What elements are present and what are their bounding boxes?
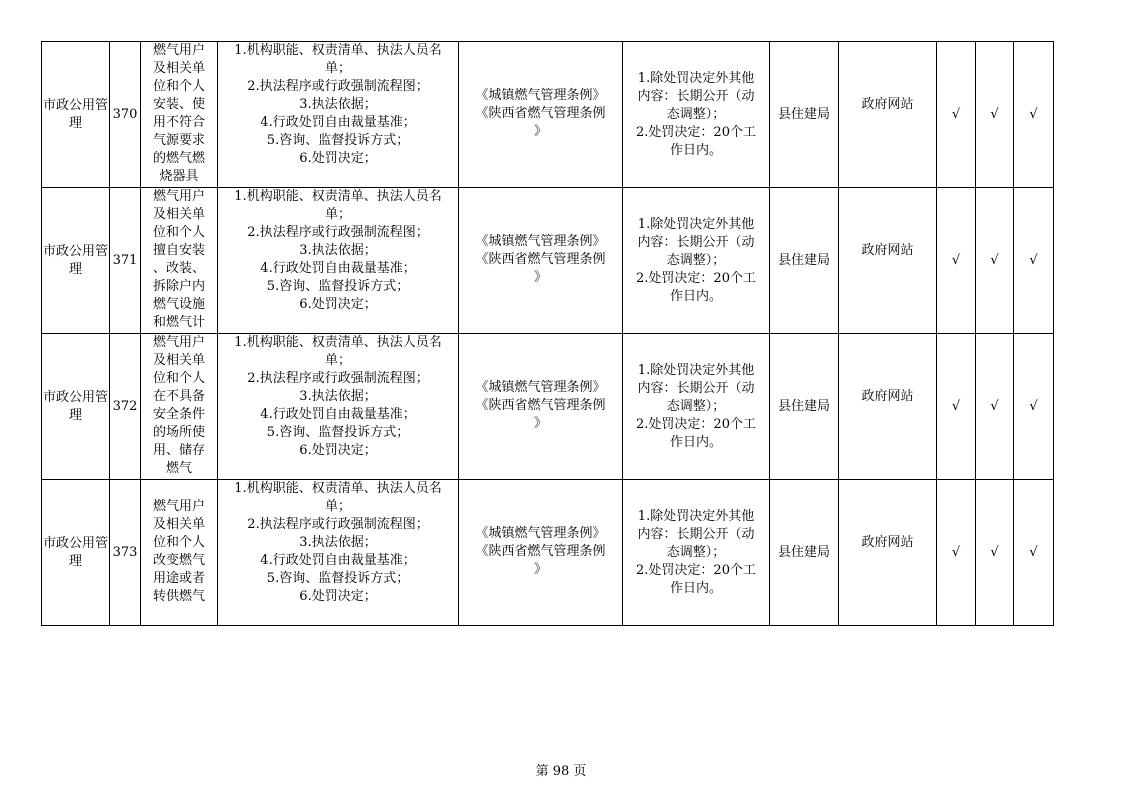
row-number-cell: 372: [110, 334, 141, 480]
table-body: [42, 42, 1054, 626]
disclosure-time-cell: [623, 334, 770, 480]
text-line: 燃气: [165, 461, 192, 476]
text-line: 烧器具: [159, 169, 199, 184]
row-number-cell: 371: [110, 188, 141, 334]
text-line: 改变燃气: [152, 553, 205, 568]
text-line: 《城镇燃气管理条例》: [475, 380, 606, 395]
text-line: 用、储存: [152, 443, 205, 458]
legal-basis-cell: [459, 188, 623, 334]
text-line: 内容：长期公开（动: [637, 380, 755, 396]
text-line: 位和个人: [152, 535, 205, 550]
text-line: 2.处罚决定：20个工: [636, 416, 756, 432]
text-line: 作日内。: [669, 142, 722, 158]
text-line: 1.除处罚决定外其他: [637, 70, 755, 86]
text-line: 1.机构职能、权责清单、执法人员名: [234, 335, 442, 350]
text-line: 、改装、: [152, 261, 205, 276]
item-cell: [141, 42, 218, 188]
disclosure-time-cell: [623, 42, 770, 188]
department-cell: 县住建局: [770, 334, 839, 480]
text-line: 内容：长期公开（动: [637, 526, 755, 542]
text-line: 单；: [324, 207, 351, 222]
spacer: [459, 334, 622, 379]
channel-cell: 政府网站: [839, 188, 937, 334]
text-line: 在不具备: [152, 389, 205, 404]
row-number-cell: 373: [110, 480, 141, 626]
table-row: [42, 42, 1054, 188]
legal-basis-cell: [459, 334, 623, 480]
text-line: 》: [533, 124, 547, 139]
text-line: 作日内。: [669, 434, 722, 450]
check-mark-cell: √: [1014, 480, 1054, 626]
text-line: 6.处罚决定；: [299, 589, 377, 604]
row-number-cell: 370: [110, 42, 141, 188]
text-line: 3.执法依据；: [299, 97, 377, 112]
text-line: 用途或者: [152, 571, 205, 586]
text-line: 5.咨询、监督投诉方式；: [266, 279, 410, 294]
text-line: 2.执法程序或行政强制流程图；: [247, 371, 429, 386]
text-line: 单；: [324, 61, 351, 76]
text-line: 燃气设施: [152, 297, 205, 312]
spacer: [459, 42, 622, 87]
item-cell: [141, 480, 218, 626]
text-line: 擅自安装: [152, 243, 205, 258]
channel-cell: 政府网站: [839, 42, 937, 188]
disclosure-content-cell: [218, 334, 459, 480]
text-line: 态调整）；: [666, 544, 726, 560]
text-line: 安全条件: [152, 407, 205, 422]
text-line: 3.执法依据；: [299, 243, 377, 258]
text-line: 《陕西省燃气管理条例: [475, 398, 606, 413]
text-line: 《城镇燃气管理条例》: [475, 526, 606, 541]
text-line: 单；: [324, 353, 351, 368]
text-line: 2.处罚决定：20个工: [636, 562, 756, 578]
text-line: 4.行政处罚自由裁量基准；: [260, 407, 416, 422]
legal-basis-cell: [459, 480, 623, 626]
category-cell: 市政公用管理: [42, 480, 110, 626]
text-line: 《城镇燃气管理条例》: [475, 88, 606, 103]
text-line: 4.行政处罚自由裁量基准；: [260, 115, 416, 130]
item-cell: [141, 334, 218, 480]
text-line: 5.咨询、监督投诉方式；: [266, 133, 410, 148]
text-line: 1.机构职能、权责清单、执法人员名: [234, 189, 442, 204]
spacer: [141, 480, 217, 498]
text-line: 》: [533, 562, 547, 577]
text-line: 转供燃气: [152, 589, 205, 604]
disclosure-content-cell: [218, 480, 459, 626]
text-line: 《陕西省燃气管理条例: [475, 252, 606, 267]
text-line: 5.咨询、监督投诉方式；: [266, 425, 410, 440]
text-line: 2.执法程序或行政强制流程图；: [247, 79, 429, 94]
table-row: [42, 334, 1054, 480]
text-line: 作日内。: [669, 288, 722, 304]
text-line: 燃气用户: [152, 335, 205, 350]
text-line: 1.除处罚决定外其他: [637, 216, 755, 232]
category-cell: 市政公用管理: [42, 188, 110, 334]
text-line: 位和个人: [152, 79, 205, 94]
text-line: 气源要求: [152, 133, 205, 148]
check-mark-cell: √: [937, 334, 976, 480]
check-mark-cell: √: [1014, 188, 1054, 334]
item-text: [141, 188, 217, 333]
text-line: 5.咨询、监督投诉方式；: [266, 571, 410, 586]
check-mark-cell: √: [937, 42, 976, 188]
text-line: 燃气用户: [152, 189, 205, 204]
text-line: 3.执法依据；: [299, 535, 377, 550]
text-line: 内容：长期公开（动: [637, 88, 755, 104]
text-line: 及相关单: [152, 517, 205, 532]
text-line: 内容：长期公开（动: [637, 234, 755, 250]
text-line: 安装、使: [152, 97, 205, 112]
text-line: 位和个人: [152, 225, 205, 240]
spacer: [459, 480, 622, 525]
text-line: 3.执法依据；: [299, 389, 377, 404]
text-line: 态调整）；: [666, 252, 726, 268]
department-cell: 县住建局: [770, 42, 839, 188]
text-line: 和燃气计: [152, 315, 205, 330]
text-line: 用不符合: [152, 115, 205, 130]
text-line: 》: [533, 416, 547, 431]
disclosure-content-cell: [218, 42, 459, 188]
text-line: 1.机构职能、权责清单、执法人员名: [234, 43, 442, 58]
text-line: 及相关单: [152, 353, 205, 368]
text-line: 《陕西省燃气管理条例: [475, 106, 606, 121]
text-line: 燃气用户: [152, 499, 205, 514]
table-row: [42, 480, 1054, 626]
page-number: 第 98 页: [535, 764, 587, 779]
channel-cell: 政府网站: [839, 480, 937, 626]
item-text: [141, 42, 217, 187]
disclosure-table: [41, 41, 1054, 626]
check-mark-cell: √: [937, 188, 976, 334]
text-line: 的场所使: [152, 425, 205, 440]
item-cell: [141, 188, 218, 334]
text-line: 》: [533, 270, 547, 285]
disclosure-time-cell: [623, 188, 770, 334]
text-line: 及相关单: [152, 207, 205, 222]
item-text: [141, 480, 217, 625]
category-cell: 市政公用管理: [42, 334, 110, 480]
check-mark-cell: √: [976, 480, 1014, 626]
text-line: 4.行政处罚自由裁量基准；: [260, 553, 416, 568]
text-line: 6.处罚决定；: [299, 443, 377, 458]
text-line: 2.执法程序或行政强制流程图；: [247, 517, 429, 532]
disclosure-content-cell: [218, 188, 459, 334]
spacer: [459, 188, 622, 233]
text-line: 态调整）；: [666, 398, 726, 414]
text-line: 1.除处罚决定外其他: [637, 508, 755, 524]
department-cell: 县住建局: [770, 480, 839, 626]
check-mark-cell: √: [1014, 334, 1054, 480]
text-line: 位和个人: [152, 371, 205, 386]
category-cell: 市政公用管理: [42, 42, 110, 188]
text-line: 拆除户内: [152, 279, 205, 294]
text-line: 6.处罚决定；: [299, 297, 377, 312]
text-line: 的燃气燃: [152, 151, 205, 166]
text-line: 2.处罚决定：20个工: [636, 124, 756, 140]
check-mark-cell: √: [976, 42, 1014, 188]
item-text: [141, 334, 217, 479]
check-mark-cell: √: [937, 480, 976, 626]
check-mark-cell: √: [976, 334, 1014, 480]
text-line: 态调整）；: [666, 106, 726, 122]
text-line: 6.处罚决定；: [299, 151, 377, 166]
text-line: 作日内。: [669, 580, 722, 596]
text-line: 2.执法程序或行政强制流程图；: [247, 225, 429, 240]
text-line: 及相关单: [152, 61, 205, 76]
text-line: 单；: [324, 499, 351, 514]
text-line: 2.处罚决定：20个工: [636, 270, 756, 286]
disclosure-time-cell: [623, 480, 770, 626]
text-line: 《陕西省燃气管理条例: [475, 544, 606, 559]
channel-cell: 政府网站: [839, 334, 937, 480]
check-mark-cell: √: [1014, 42, 1054, 188]
text-line: 《城镇燃气管理条例》: [475, 234, 606, 249]
table-row: [42, 188, 1054, 334]
legal-basis-cell: [459, 42, 623, 188]
text-line: 1.除处罚决定外其他: [637, 362, 755, 378]
text-line: 燃气用户: [152, 43, 205, 58]
text-line: 1.机构职能、权责清单、执法人员名: [234, 481, 442, 496]
department-cell: 县住建局: [770, 188, 839, 334]
text-line: 4.行政处罚自由裁量基准；: [260, 261, 416, 276]
check-mark-cell: √: [976, 188, 1014, 334]
